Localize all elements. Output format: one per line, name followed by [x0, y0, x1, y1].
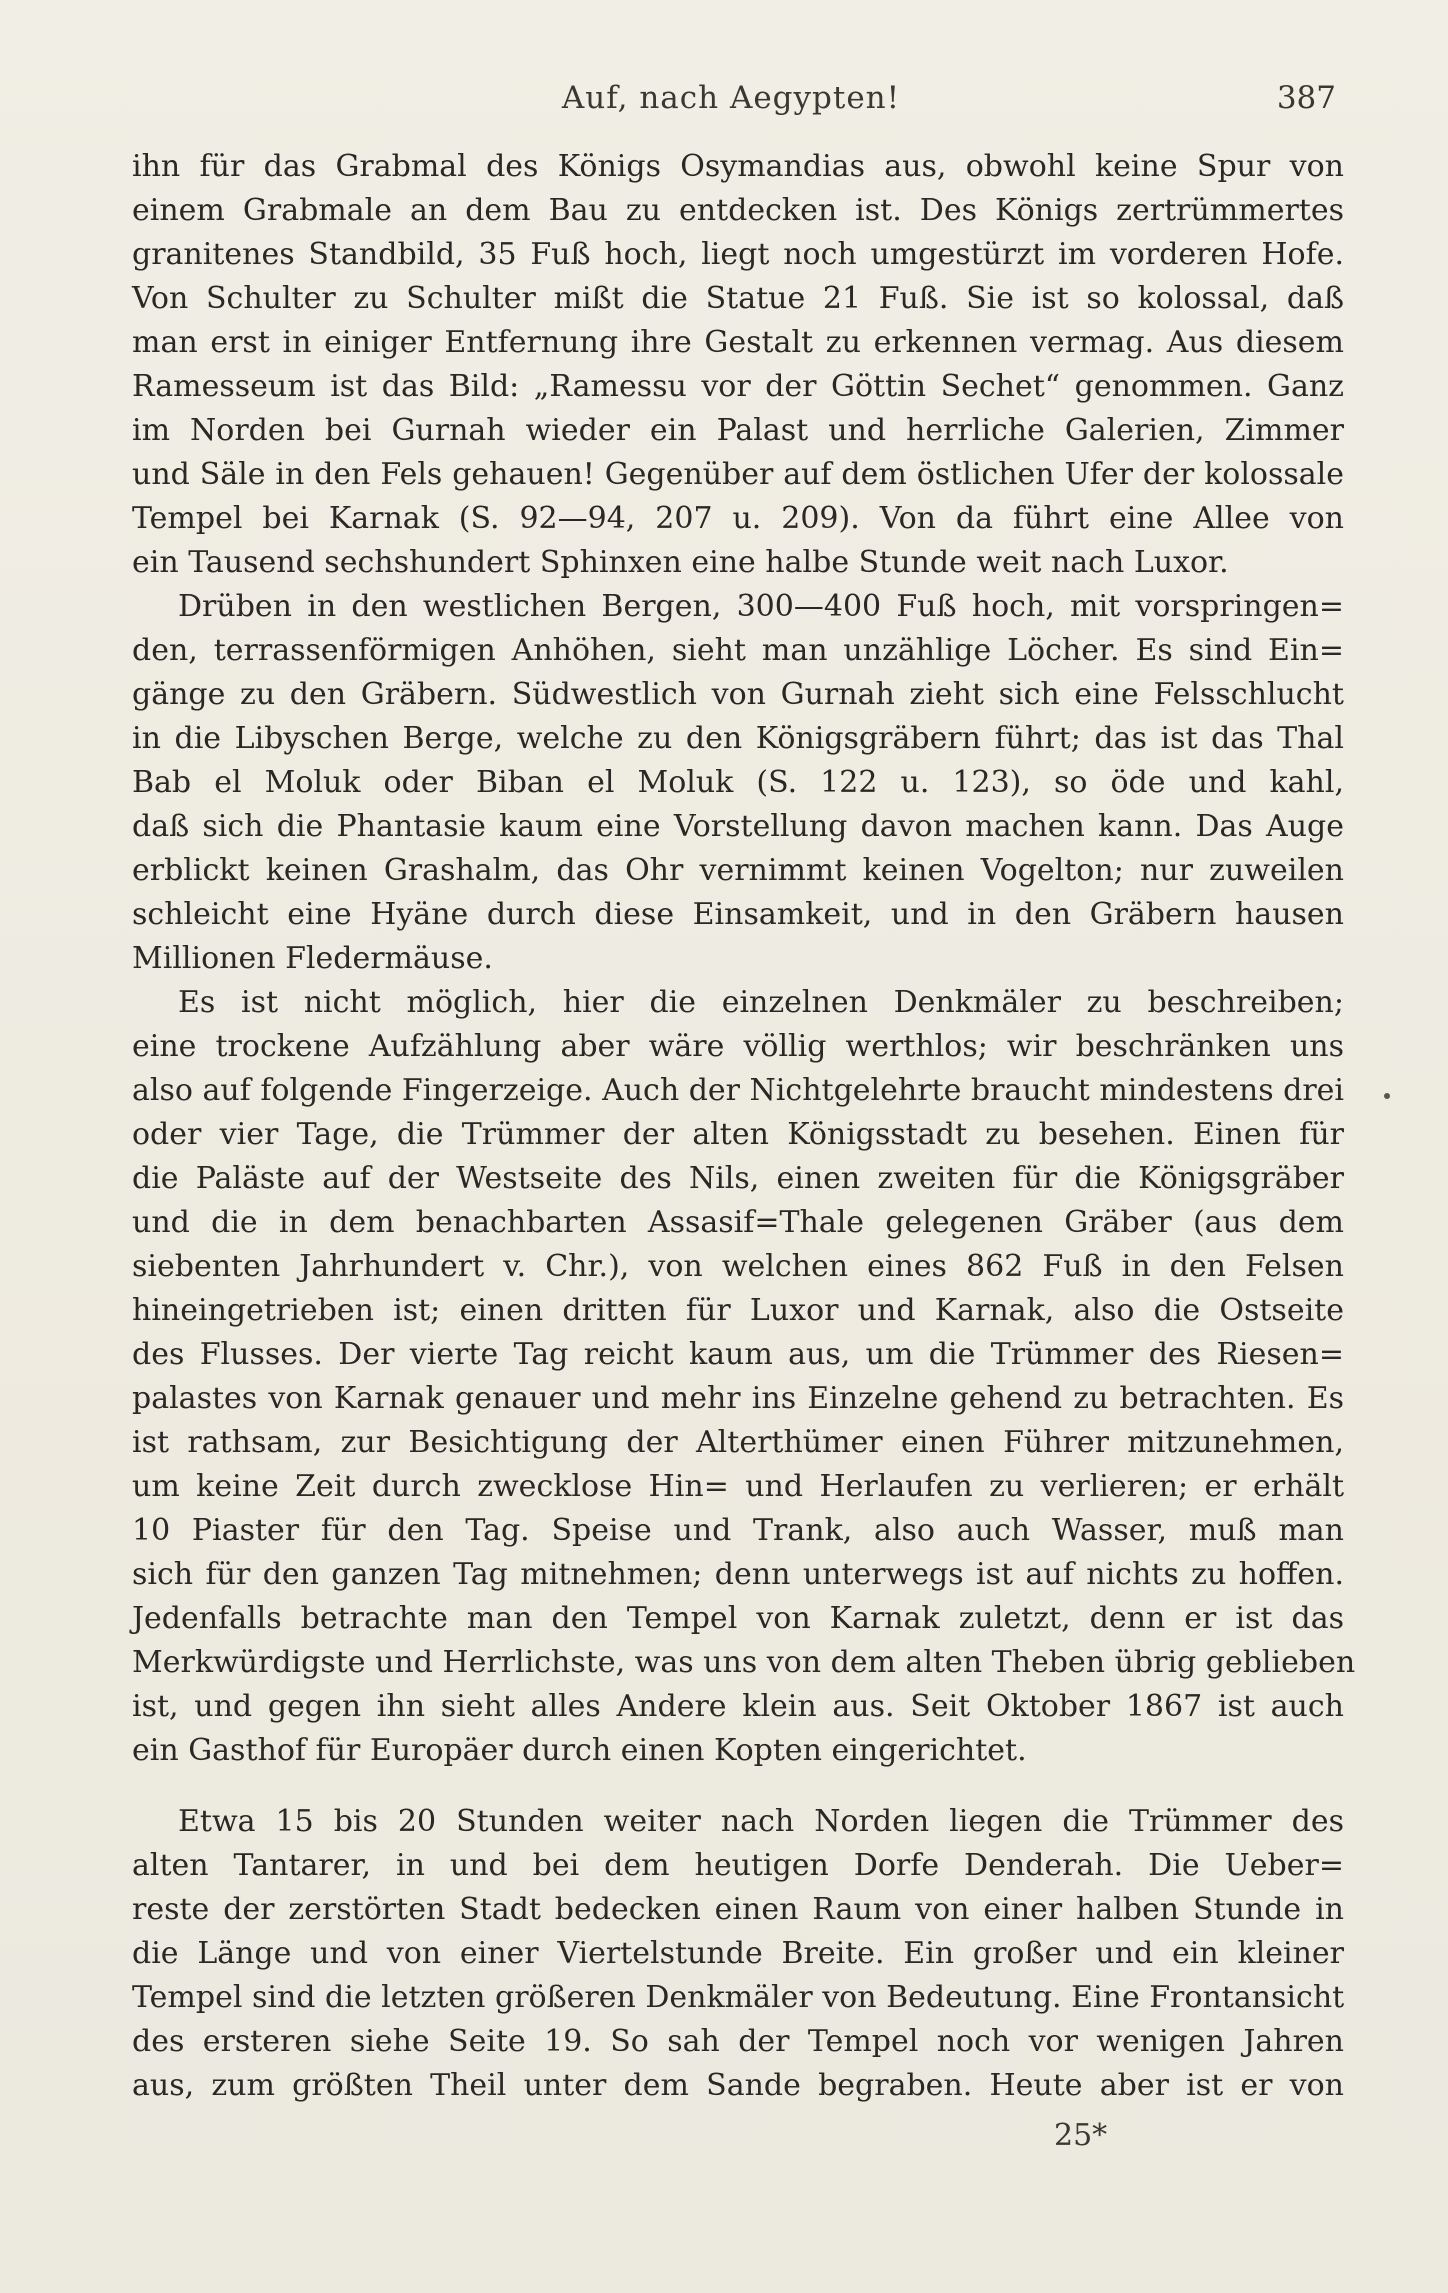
section-gap: [132, 1773, 1344, 1800]
signature-mark: 25*: [1054, 2118, 1108, 2153]
text-line: ein Gasthof für Europäer durch einen Kopten eingerichtet.: [132, 1733, 1027, 1768]
text-line: palastes von Karnak genauer und mehr ins Einzelne gehend zu betrachten. Es: [132, 1381, 1344, 1416]
text-line: die Länge und von einer Viertelstunde Breite. Ein großer und ein kleiner: [132, 1936, 1344, 1971]
text-line: siebenten Jahrhundert v. Chr.), von welchen eines 862 Fuß in den Felsen: [132, 1249, 1344, 1284]
text-line: oder vier Tage, die Trümmer der alten Königsstadt zu besehen. Einen für: [132, 1117, 1344, 1152]
text-line: die Paläste auf der Westseite des Nils, einen zweiten für die Königsgräber: [132, 1161, 1344, 1196]
text-line: und Säle in den Fels gehauen! Gegenüber auf dem östlichen Ufer der kolossale: [132, 457, 1344, 492]
body-text: [132, 145, 1356, 2108]
text-line: man erst in einiger Entfernung ihre Gestalt zu erkennen vermag. Aus diesem: [132, 325, 1344, 360]
text-line: eine trockene Aufzählung aber wäre völlig werthlos; wir beschränken uns: [132, 1029, 1344, 1064]
text-line: um keine Zeit durch zwecklose Hin= und Herlaufen zu verlieren; er erhält: [132, 1469, 1344, 1504]
text-line: reste der zerstörten Stadt bedecken einen Raum von einer halben Stunde in: [132, 1892, 1344, 1927]
text-line: Tempel sind die letzten größeren Denkmäler von Bedeutung. Eine Frontansicht: [132, 1980, 1345, 2015]
text-line: aus, zum größten Theil unter dem Sande begraben. Heute aber ist er von: [132, 2068, 1344, 2103]
text-line: Drüben in den westlichen Bergen, 300—400 Fuß hoch, mit vorspringen=: [178, 589, 1344, 624]
margin-mark: [1384, 1093, 1390, 1099]
text-line: Tempel bei Karnak (S. 92—94, 207 u. 209). Von da führt eine Allee von: [132, 501, 1344, 536]
text-line: also auf folgende Fingerzeige. Auch der Nichtgelehrte braucht mindestens drei: [132, 1073, 1345, 1108]
text-line: Millionen Fledermäuse.: [132, 941, 493, 976]
paragraph: [132, 145, 1344, 585]
text-line: alten Tantarer, in und bei dem heutigen Dorfe Denderah. Die Ueber=: [132, 1848, 1344, 1883]
paragraph: [132, 1800, 1344, 2108]
text-line: gänge zu den Gräbern. Südwestlich von Gurnah zieht sich eine Felsschlucht: [132, 677, 1344, 712]
text-line: Merkwürdigste und Herrlichste, was uns von dem alten Theben übrig geblieben: [132, 1645, 1356, 1680]
text-line: daß sich die Phantasie kaum eine Vorstellung davon machen kann. Das Auge: [132, 809, 1344, 844]
running-title: Auf, nach Aegypten!: [561, 80, 901, 116]
text-line: ist rathsam, zur Besichtigung der Alterthümer einen Führer mitzunehmen,: [132, 1425, 1344, 1460]
text-line: Jedenfalls betrachte man den Tempel von Karnak zuletzt, denn er ist das: [132, 1601, 1344, 1636]
text-line: Ramesseum ist das Bild: „Ramessu vor der Göttin Sechet“ genommen. Ganz: [132, 369, 1344, 404]
text-line: granitenes Standbild, 35 Fuß hoch, liegt noch umgestürzt im vorderen Hofe.: [132, 237, 1344, 272]
text-line: und die in dem benachbarten Assasif=Thale gelegenen Gräber (aus dem: [132, 1205, 1344, 1240]
text-line: im Norden bei Gurnah wieder ein Palast und herrliche Galerien, Zimmer: [132, 413, 1344, 448]
text-line: des Flusses. Der vierte Tag reicht kaum aus, um die Trümmer des Riesen=: [132, 1337, 1344, 1372]
text-line: erblickt keinen Grashalm, das Ohr vernimmt keinen Vogelton; nur zuweilen: [132, 853, 1344, 888]
text-line: ist, und gegen ihn sieht alles Andere klein aus. Seit Oktober 1867 ist auch: [132, 1689, 1344, 1724]
text-line: Bab el Moluk oder Biban el Moluk (S. 122 u. 123), so öde und kahl,: [132, 765, 1344, 800]
page-number: 387: [1276, 80, 1336, 116]
text-line: des ersteren siehe Seite 19. So sah der Tempel noch vor wenigen Jahren: [132, 2024, 1344, 2059]
text-line: einem Grabmale an dem Bau zu entdecken ist. Des Königs zertrümmertes: [132, 193, 1344, 228]
text-line: schleicht eine Hyäne durch diese Einsamkeit, und in den Gräbern hausen: [132, 897, 1344, 932]
text-line: hineingetrieben ist; einen dritten für Luxor und Karnak, also die Ostseite: [132, 1293, 1344, 1328]
running-head: [126, 80, 1336, 124]
text-line: ihn für das Grabmal des Königs Osymandias aus, obwohl keine Spur von: [132, 149, 1344, 184]
paragraph: [132, 585, 1344, 981]
text-line: ein Tausend sechshundert Sphinxen eine halbe Stunde weit nach Luxor.: [132, 545, 1229, 580]
text-line: Es ist nicht möglich, hier die einzelnen Denkmäler zu beschreiben;: [178, 985, 1344, 1020]
text-line: 10 Piaster für den Tag. Speise und Trank, also auch Wasser, muß man: [132, 1513, 1344, 1548]
text-line: in die Libyschen Berge, welche zu den Königsgräbern führt; das ist das Thal: [132, 721, 1344, 756]
paragraph: [132, 981, 1356, 1773]
text-line: Etwa 15 bis 20 Stunden weiter nach Norden liegen die Trümmer des: [178, 1804, 1344, 1839]
text-line: den, terrassenförmigen Anhöhen, sieht man unzählige Löcher. Es sind Ein=: [132, 633, 1344, 668]
text-line: sich für den ganzen Tag mitnehmen; denn unterwegs ist auf nichts zu hoffen.: [132, 1557, 1344, 1592]
text-line: Von Schulter zu Schulter mißt die Statue 21 Fuß. Sie ist so kolossal, daß: [132, 281, 1344, 316]
